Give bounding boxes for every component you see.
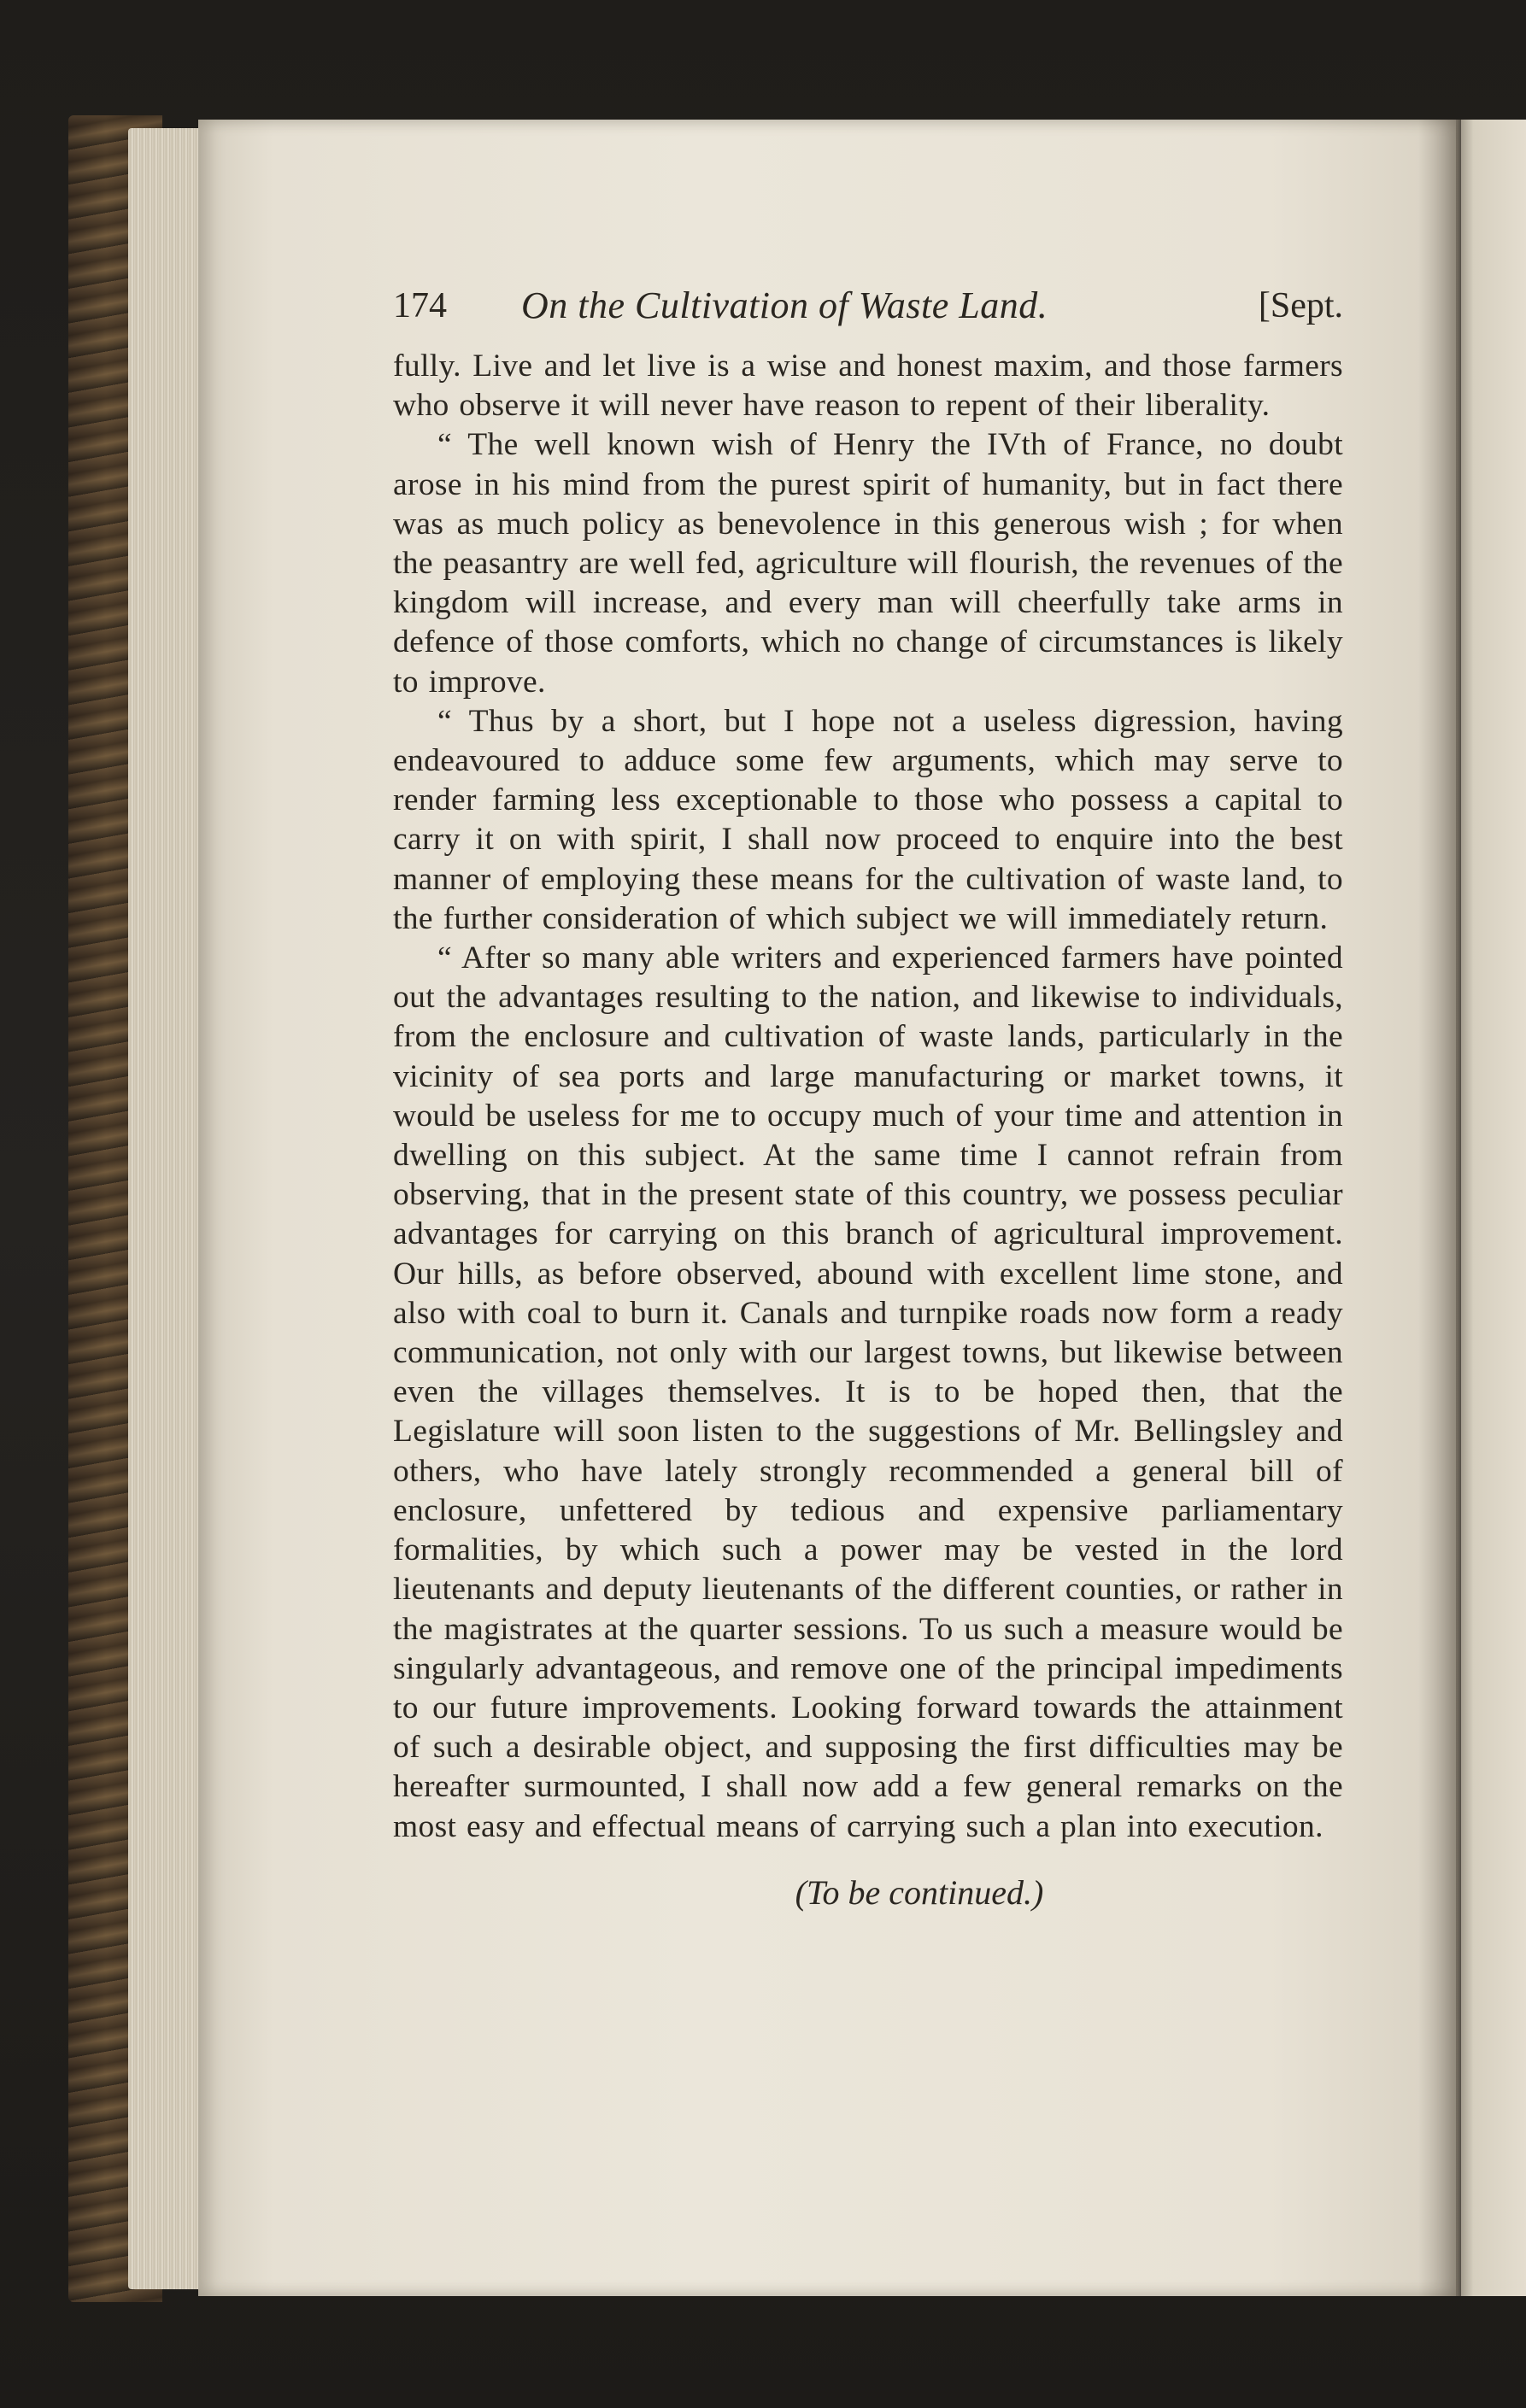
facing-page-edge	[1456, 120, 1526, 2296]
paragraph: “ The well known wish of Henry the IVth of France, no doubt arose in his mind from the purest spirit of humanity, but in fact there was as much policy as benevolence in this generous wish ; for when the peasantry are well fed, agriculture will flourish, the revenues of the kingdom will increase, and every man will cheerfully take arms in defence of those comforts, which no change of circumstances is likely to improve.	[393, 427, 1343, 700]
running-head	[393, 280, 1343, 331]
continued-note: (To be continued.)	[795, 1872, 1044, 1912]
paragraph: fully. Live and let live is a wise and honest maxim, and those farmers who observe it will never have reason to repent of their liberality.	[393, 349, 1343, 424]
text-block	[393, 280, 1343, 1913]
book-page	[198, 120, 1456, 2296]
running-month: [Sept.	[1258, 286, 1343, 325]
page-edges	[128, 128, 205, 2289]
running-title: On the Cultivation of Waste Land.	[521, 284, 1048, 326]
paragraph: “ After so many able writers and experienced farmers have pointed out the advantages resulting to the nation, and likewise to individuals, from the enclosure and cultivation of waste lands, particularly in the vicinity of sea ports and large manufacturing or market towns, it would be useless for me to occupy much of your time and attention in dwelling on this subject. At the same time I cannot refrain from observing, that in the present state of this country, we possess peculiar advantages for carrying on this branch of agricultural improvement. Our hills, as before observed, abound with excellent lime stone, and also with coal to burn it. Canals and turnpike roads now form a ready communication, not only with our largest towns, but likewise between even the villages themselves. It is to be hoped then, that the Legislature will soon listen to the suggestions of Mr. Bellingsley and others, who have lately strongly recommended a general bill of enclosure, unfettered by tedious and expensive parliamentary formalities, by which such a power may be vested in the lord lieutenants and deputy lieutenants of the different counties, or rather in the magistrates at the quarter sessions. To us such a measure would be singularly advantageous, and remove one of the principal impediments to our future improvements. Looking forward towards the attainment of such a desirable object, and supposing the first difficulties may be hereafter surmounted, I shall now add a few general remarks on the most easy and effectual means of carrying such a plan into execution.	[393, 940, 1343, 1844]
page-number: 174	[393, 286, 447, 325]
paragraph: “ Thus by a short, but I hope not a useless digression, having endeavoured to adduce some few arguments, which may serve to render farming less exceptionable to those who possess a capital to carry it on with spirit, I shall now proceed to enquire into the best manner of employing these means for the cultivation of waste land, to the further consideration of which subject we will immediately return.	[393, 703, 1343, 936]
gutter-shadow	[1418, 120, 1461, 2296]
body-text	[393, 347, 1343, 1847]
